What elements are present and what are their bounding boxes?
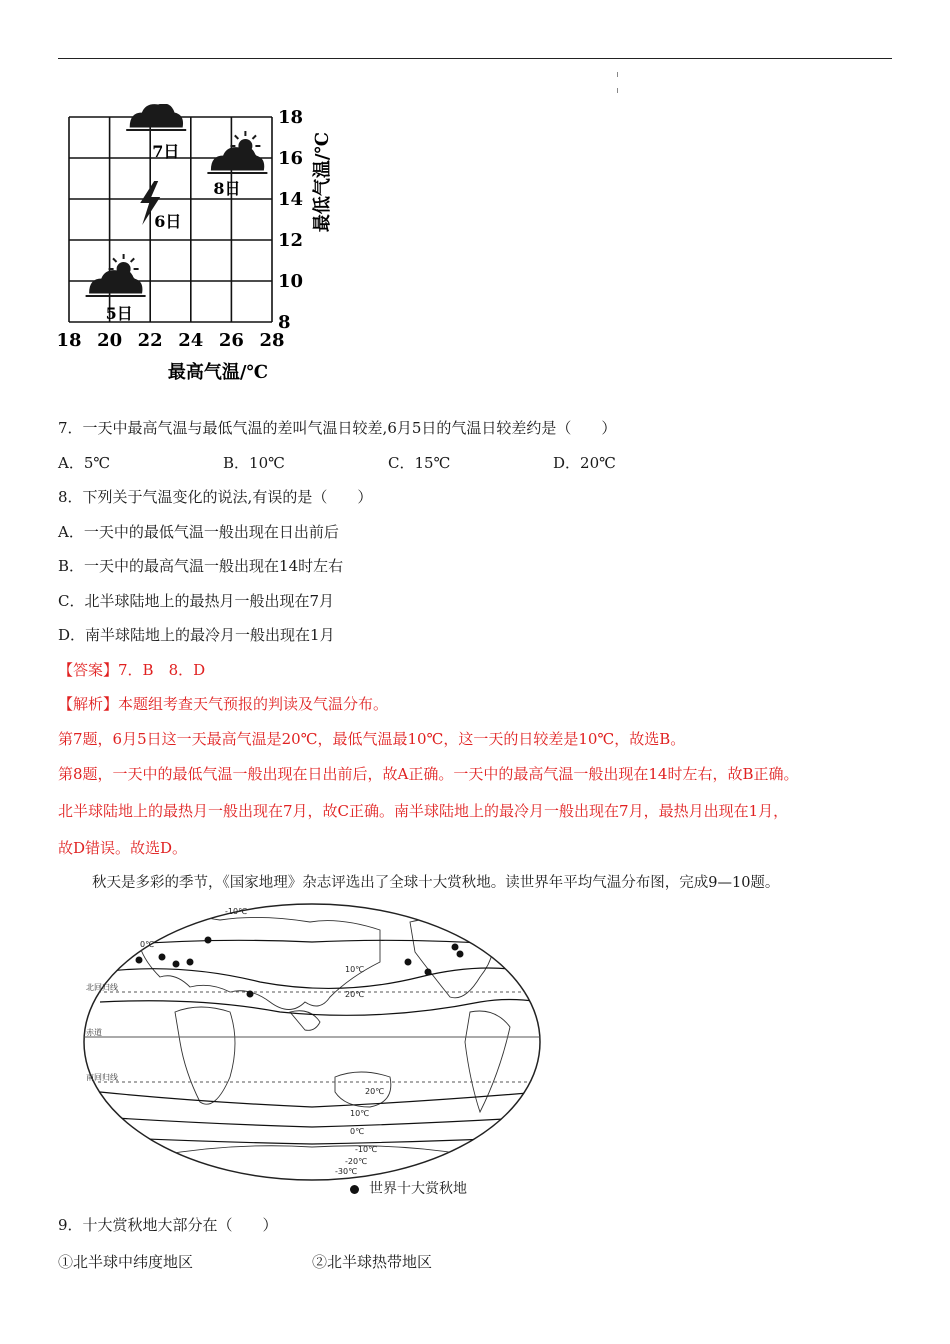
passage-intro: 秋天是多彩的季节，《国家地理》杂志评选出了全球十大赏秋地。读世界年平均气温分布图，完成9—10题。 — [92, 875, 780, 891]
isotherm-label: 10℃ — [345, 965, 365, 974]
site-marker — [425, 969, 432, 976]
temperature-scatter-chart — [52, 104, 352, 394]
tropic-capricorn-label: 南回归线 — [86, 1073, 118, 1082]
y-tick-label: 8 — [278, 312, 291, 333]
q9-stem: 9．十大赏秋地大部分在（ ） — [58, 1216, 278, 1234]
q7-option-c[interactable]: C．15℃ — [388, 454, 451, 472]
isotherm-label: 20℃ — [365, 1087, 385, 1096]
site-marker — [457, 951, 464, 958]
y-axis-label: 最低气温/℃ — [312, 131, 333, 233]
q8-option-d[interactable]: D．南半球陆地上的最冷月一般出现在1月 — [58, 626, 335, 644]
site-marker — [452, 944, 459, 951]
x-tick-label: 22 — [137, 330, 163, 351]
q9-option-2[interactable]: ②北半球热带地区 — [312, 1253, 433, 1271]
day-label: 7日 — [152, 142, 180, 161]
partly-cloudy-icon — [207, 131, 267, 173]
explanation-q8-line: 第8题，一天中的最低气温一般出现在日出前后，故A正确。一天中的最高气温一般出现在14时左右，故B正确。 — [58, 765, 799, 783]
isotherm-label: -10℃ — [355, 1145, 378, 1154]
isotherm-label: 0℃ — [350, 1127, 365, 1136]
header-rule — [58, 58, 892, 59]
legend-label: 世界十大赏秋地 — [369, 1181, 467, 1197]
x-axis-label: 最高气温/℃ — [167, 362, 269, 383]
site-marker — [136, 957, 143, 964]
q8-option-a[interactable]: A．一天中的最低气温一般出现在日出前后 — [58, 523, 339, 541]
y-tick-label: 16 — [278, 148, 304, 169]
site-marker — [187, 959, 194, 966]
isotherm-label: -10℃ — [225, 907, 248, 916]
world-temperature-map — [80, 902, 560, 1202]
site-marker — [247, 991, 254, 998]
x-tick-label: 26 — [218, 330, 244, 351]
answer-line: 【答案】7．B 8．D — [58, 661, 206, 679]
explanation-q8-line: 故D错误。故选D。 — [58, 839, 188, 857]
isotherm-label: -20℃ — [345, 1157, 368, 1166]
day-label: 6日 — [154, 212, 182, 231]
y-tick-labels — [278, 107, 303, 333]
q8-option-b[interactable]: B．一天中的最高气温一般出现在14时左右 — [58, 557, 344, 575]
x-tick-label: 18 — [56, 330, 82, 351]
analysis-line: 【解析】本题组考查天气预报的判读及气温分布。 — [58, 695, 389, 713]
q8-stem: 8．下列关于气温变化的说法,有误的是（ ） — [58, 488, 373, 506]
site-marker — [159, 954, 166, 961]
q7-option-a[interactable]: A．5℃ — [58, 454, 111, 472]
tropic-cancer-label: 北回归线 — [86, 983, 118, 992]
isotherm-label: 10℃ — [350, 1109, 370, 1118]
x-tick-labels — [56, 330, 284, 351]
partly-cloudy-icon — [86, 254, 146, 296]
q9-option-1[interactable]: ①北半球中纬度地区 — [58, 1253, 194, 1271]
site-marker — [173, 961, 180, 968]
explanation-q7: 第7题，6月5日这一天最高气温是20℃，最低气温最10℃，这一天的日较差是10℃，故选B。 — [58, 730, 686, 748]
x-tick-label: 28 — [259, 330, 285, 351]
y-tick-label: 12 — [278, 230, 304, 251]
explanation-q8-line: 北半球陆地上的最热月一般出现在7月，故C正确。南半球陆地上的最冷月一般出现在7月，最热月出现在1月， — [58, 802, 789, 820]
site-marker — [405, 959, 412, 966]
margin-tick — [617, 88, 618, 93]
q8-option-c[interactable]: C．北半球陆地上的最热月一般出现在7月 — [58, 592, 335, 610]
map-legend — [350, 1178, 467, 1198]
x-tick-label: 20 — [97, 330, 123, 351]
q7-option-b[interactable]: B．10℃ — [223, 454, 285, 472]
isotherm-label: -30℃ — [335, 1167, 358, 1176]
weather-icons — [86, 104, 268, 323]
q7-stem: 7．一天中最高气温与最低气温的差叫气温日较差,6月5日的气温日较差约是（ ） — [58, 419, 617, 437]
y-tick-label: 10 — [278, 271, 304, 292]
equator-label: 赤道 — [86, 1028, 102, 1037]
day-label: 8日 — [213, 179, 241, 198]
site-marker — [205, 937, 212, 944]
isotherm-label: 20℃ — [345, 990, 365, 999]
q7-option-d[interactable]: D．20℃ — [553, 454, 616, 472]
margin-tick — [617, 72, 618, 77]
cloudy-icon — [126, 104, 186, 130]
y-tick-label: 14 — [278, 189, 304, 210]
y-tick-label: 18 — [278, 107, 304, 128]
day-label: 5日 — [105, 304, 133, 323]
x-tick-label: 24 — [178, 330, 204, 351]
isotherm-label: 0℃ — [140, 940, 155, 949]
legend-dot — [350, 1185, 359, 1194]
